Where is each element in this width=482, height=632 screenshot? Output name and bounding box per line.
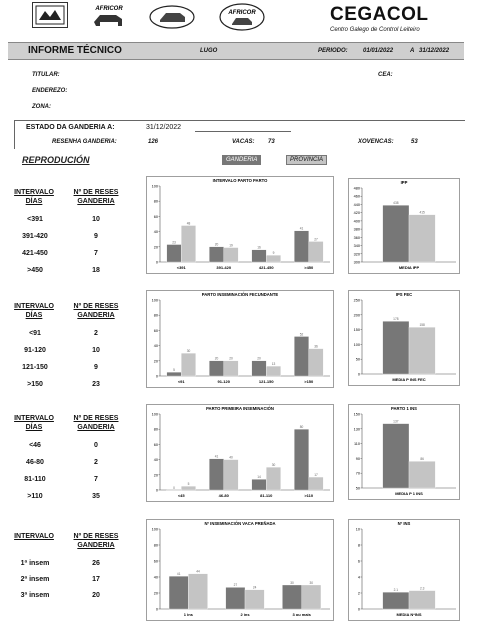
bar-value-label: 20 <box>229 356 233 361</box>
y-tick-label: 480 <box>353 186 360 191</box>
y-tick-label: 90 <box>355 456 360 461</box>
y-tick-label: 10 <box>355 527 360 532</box>
y-tick-label: 440 <box>353 202 360 207</box>
table-row-count: 35 <box>92 493 100 500</box>
table-row-count: 10 <box>92 216 100 223</box>
chart-title: Nº INSEMINACIÓN VACA PREÑADA <box>204 521 276 526</box>
bar-farm <box>252 361 266 376</box>
bar-province <box>224 248 238 262</box>
xunta-logo <box>32 2 68 28</box>
table-row-count: 26 <box>92 560 100 567</box>
bar-value-label: 0 <box>173 485 175 490</box>
bar-value-label: 13 <box>271 361 276 366</box>
table-row-interval: 46-80 <box>26 459 44 466</box>
bar-value-label: 16 <box>257 245 261 250</box>
cea-label: CEA: <box>378 72 393 78</box>
y-tick-label: 40 <box>153 575 158 580</box>
y-tick-label: 80 <box>153 427 158 432</box>
bar-farm <box>383 205 409 262</box>
table-row-count: 7 <box>94 250 98 257</box>
y-tick-label: 250 <box>353 298 360 303</box>
frisona-logo <box>148 4 196 30</box>
bar-province <box>181 486 195 490</box>
table-row-interval: 121-150 <box>22 364 48 371</box>
bar-province <box>266 366 280 376</box>
period-to: 31/12/2022 <box>419 48 450 54</box>
table-header-interval: INTERVALO <box>14 415 54 422</box>
y-tick-label: 100 <box>151 298 158 303</box>
bar-province <box>245 590 264 609</box>
bar-value-label: 17 <box>314 472 318 477</box>
y-tick-label: 70 <box>355 471 360 476</box>
bar-value-label: 5 <box>187 482 190 486</box>
y-tick-label: 100 <box>151 184 158 189</box>
table-row-interval: 2ª insem <box>20 576 50 583</box>
bar-farm <box>383 424 409 488</box>
x-category-label: <91 <box>177 379 185 384</box>
table-row-interval: 391-420 <box>22 233 48 240</box>
svg-text:AFRICOR: AFRICOR <box>95 6 123 12</box>
table-row-interval: >450 <box>27 267 43 274</box>
y-tick-label: 0 <box>357 372 360 377</box>
chart-title: PARTO 1 INS <box>391 406 417 411</box>
bar-farm <box>252 479 266 490</box>
bar-value-label: 438 <box>393 201 399 206</box>
y-tick-label: 460 <box>353 194 360 199</box>
y-tick-label: 100 <box>151 527 158 532</box>
region-name: LUGO <box>200 48 218 54</box>
y-tick-label: 80 <box>153 543 158 548</box>
table-header-interval: INTERVALO <box>14 303 54 310</box>
state-underline <box>195 131 291 132</box>
table-row-count: 9 <box>94 364 98 371</box>
y-tick-label: 130 <box>353 427 360 432</box>
table-header-interval: INTERVALO <box>14 533 54 540</box>
x-category-label: 391-420 <box>216 265 232 270</box>
y-tick-label: 0 <box>155 260 158 265</box>
org-title: CEGACOL <box>330 4 429 25</box>
table-header-interval: INTERVALO <box>14 189 54 196</box>
y-tick-label: 40 <box>153 458 158 463</box>
bar-value-label: 14 <box>257 475 261 480</box>
y-tick-label: 400 <box>353 219 360 224</box>
bar-province <box>181 353 195 376</box>
bar-value-label: 5 <box>173 368 175 372</box>
bar-province <box>409 215 435 262</box>
bar-value-label: 415 <box>419 210 425 215</box>
x-category-label: MEDIA N*INS <box>396 612 422 617</box>
chart-title: PARTO INSEMINACIÓN FECUNDANTE <box>201 292 279 297</box>
y-tick-label: 300 <box>353 260 360 265</box>
xunta-emblem-icon <box>33 3 67 27</box>
period-from: 01/01/2022 <box>363 48 394 54</box>
y-tick-label: 40 <box>153 344 158 349</box>
bar-value-label: 20 <box>214 356 219 361</box>
y-tick-label: 150 <box>353 328 360 333</box>
period-label: PERIODO: <box>318 48 348 54</box>
chart-1 <box>348 178 460 274</box>
bar-value-label: 27 <box>314 237 318 242</box>
legend-farm <box>222 155 261 165</box>
bar-farm <box>294 336 308 376</box>
chart-title: PARTO PRIMEIRA INSEMINACIÓN <box>206 406 274 411</box>
y-tick-label: 380 <box>353 227 360 232</box>
bar-value-label: 2.3 <box>419 586 425 591</box>
y-tick-label: 20 <box>153 245 158 250</box>
bar-province <box>181 226 195 262</box>
bar-value-label: 44 <box>196 569 200 574</box>
table-row-interval: <391 <box>27 216 43 223</box>
bar-value-label: 27 <box>233 583 238 588</box>
x-category-label: >450 <box>304 265 314 270</box>
bar-value-label: 24 <box>252 585 257 590</box>
chart-title: Nº INS <box>397 521 411 526</box>
x-category-label: <391 <box>176 265 186 270</box>
table-row-count: 10 <box>92 347 100 354</box>
chart-5 <box>348 404 460 500</box>
table-header-farm: GANDERIA <box>77 542 115 549</box>
org-subtitle: Centro Galego de Control Leiteiro <box>330 27 420 33</box>
table-header-farm: GANDERIA <box>77 198 115 205</box>
x-category-label: 121-150 <box>258 379 274 384</box>
bar-value-label: 178 <box>393 317 399 322</box>
y-tick-label: 320 <box>353 252 360 257</box>
bar-farm <box>167 245 181 262</box>
svg-text:AFRICOR: AFRICOR <box>228 10 256 16</box>
table-row-interval: 3ª insem <box>20 592 50 599</box>
bar-province <box>409 461 435 488</box>
bar-farm <box>294 231 308 262</box>
bar-province <box>409 591 435 609</box>
bar-farm <box>383 321 409 374</box>
bar-value-label: 30 <box>186 349 191 353</box>
bar-farm <box>169 576 188 609</box>
table-row-interval: 91-120 <box>24 347 46 354</box>
bar-province <box>409 327 435 374</box>
bar-farm <box>282 585 301 609</box>
bar-province <box>224 460 238 490</box>
y-tick-label: 150 <box>353 412 360 417</box>
table-row-count: 9 <box>94 233 98 240</box>
table-header-count: Nº DE RESES <box>73 189 119 196</box>
table-header-farm: GANDERIA <box>77 424 115 431</box>
bar-value-label: 40 <box>229 455 233 460</box>
table-row-interval: 1ª insem <box>20 560 50 567</box>
y-tick-label: 0 <box>357 607 360 612</box>
y-tick-label: 20 <box>153 359 158 364</box>
zone-label: ZONA: <box>32 104 51 110</box>
x-category-label: MEDIA IPP <box>398 265 420 270</box>
bar-value-label: 23 <box>172 240 176 245</box>
y-tick-label: 4 <box>357 575 360 580</box>
y-tick-label: 2 <box>357 591 360 596</box>
period-separator: A <box>410 48 415 54</box>
bar-value-label: 86 <box>420 457 424 462</box>
table-header-count: Nº DE RESES <box>73 533 119 540</box>
bar-farm <box>383 592 409 609</box>
table-row-interval: <91 <box>29 330 41 337</box>
table-header-farm: GANDERIA <box>77 312 115 319</box>
resenha-value: 126 <box>148 139 159 145</box>
bar-value-label: 36 <box>314 344 318 349</box>
bar-province <box>309 349 323 376</box>
bar-province <box>266 255 280 262</box>
bar-value-label: 19 <box>229 243 233 248</box>
y-tick-label: 60 <box>153 442 158 447</box>
bar-value-label: 41 <box>176 572 181 576</box>
xovencas-label: XOVENCAS: <box>358 139 394 145</box>
x-category-label: 2 ins <box>240 612 250 617</box>
report-title: INFORME TÉCNICO <box>28 45 122 56</box>
y-tick-label: 360 <box>353 235 360 240</box>
address-label: ENDEREZO: <box>32 88 68 94</box>
table-row-count: 2 <box>94 330 98 337</box>
bar-value-label: 137 <box>393 419 399 424</box>
table-row-count: 17 <box>92 576 100 583</box>
bar-value-label: 9 <box>272 250 275 255</box>
x-category-label: 46-80 <box>218 493 229 498</box>
vacas-value: 73 <box>268 139 275 145</box>
legend-farm-label: GANDERIA <box>226 157 258 163</box>
table-header-count: Nº DE RESES <box>73 415 119 422</box>
x-category-label: <45 <box>177 493 185 498</box>
bar-province <box>302 585 321 609</box>
legend-province <box>286 155 327 165</box>
bar-province <box>224 361 238 376</box>
table-row-interval: 421-450 <box>22 250 48 257</box>
table-row-interval: <46 <box>29 442 41 449</box>
y-tick-label: 0 <box>155 374 158 379</box>
bar-value-label: 158 <box>419 323 425 328</box>
y-tick-label: 110 <box>353 442 360 447</box>
y-tick-label: 340 <box>353 244 360 249</box>
table-header-days: DÍAS <box>25 424 43 431</box>
table-row-count: 2 <box>94 459 98 466</box>
section-title: REPRODUCIÓN <box>22 155 90 165</box>
bar-value-label: 41 <box>214 454 219 459</box>
bar-value-label: 80 <box>299 425 304 429</box>
x-category-label: MEDIA P INS FEC <box>392 377 426 382</box>
bar-value-label: 48 <box>186 221 191 226</box>
bar-value-label: 41 <box>299 226 304 231</box>
x-category-label: 91-120 <box>217 379 230 384</box>
bar-value-label: 30 <box>309 580 314 585</box>
chart-title: IPP <box>400 180 408 185</box>
x-category-label: 421-450 <box>258 265 274 270</box>
y-tick-label: 80 <box>153 313 158 318</box>
bar-value-label: 30 <box>271 463 276 467</box>
bar-farm <box>209 459 223 490</box>
x-category-label: >110 <box>304 493 314 498</box>
xovencas-value: 53 <box>411 139 418 145</box>
vacas-label: VACAS: <box>232 139 255 145</box>
bar-value-label: 30 <box>290 580 294 585</box>
bar-value-label: 20 <box>257 356 261 361</box>
chart-7 <box>348 519 460 621</box>
state-label: ESTADO DA GANDERIA A: <box>26 124 115 131</box>
table-header-count: Nº DE RESES <box>73 303 119 310</box>
chart-title: IPS FEC <box>395 292 413 297</box>
bar-province <box>188 574 207 609</box>
y-tick-label: 100 <box>353 342 360 347</box>
y-tick-label: 200 <box>353 313 360 318</box>
bar-province <box>309 477 323 490</box>
legend-province-label: PROVINCIA <box>290 157 324 163</box>
table-row-interval: 81-110 <box>24 476 46 483</box>
africor-conxeveda-logo <box>218 2 266 32</box>
y-tick-label: 60 <box>153 214 158 219</box>
bar-province <box>266 467 280 490</box>
bar-farm <box>167 372 181 376</box>
chart-6 <box>146 519 334 621</box>
x-category-label: 3 ou mais <box>292 612 311 617</box>
y-tick-label: 60 <box>153 559 158 564</box>
table-header-days: DÍAS <box>25 312 43 319</box>
y-tick-label: 0 <box>155 488 158 493</box>
table-row-interval: >110 <box>27 493 43 500</box>
y-tick-label: 50 <box>355 357 360 362</box>
africor-logo <box>86 2 132 30</box>
y-tick-label: 50 <box>355 486 360 491</box>
table-row-interval: >150 <box>27 381 43 388</box>
x-category-label: 1 ins <box>183 612 193 617</box>
bar-farm <box>209 247 223 262</box>
y-tick-label: 0 <box>155 607 158 612</box>
chart-3 <box>348 290 460 386</box>
x-category-label: 81-110 <box>260 493 273 498</box>
table-row-count: 20 <box>92 592 100 599</box>
bar-farm <box>252 250 266 262</box>
bar-farm <box>226 587 245 609</box>
y-tick-label: 6 <box>357 559 360 564</box>
table-row-count: 7 <box>94 476 98 483</box>
bar-value-label: 52 <box>299 332 304 337</box>
bar-value-label: 2.1 <box>393 588 399 592</box>
bar-farm <box>294 429 308 490</box>
bar-farm <box>209 361 223 376</box>
bar-province <box>309 241 323 262</box>
titular-label: TITULAR: <box>32 72 60 78</box>
table-row-count: 23 <box>92 381 100 388</box>
state-date: 31/12/2022 <box>146 124 182 131</box>
y-tick-label: 100 <box>151 412 158 417</box>
y-tick-label: 60 <box>153 328 158 333</box>
chart-0 <box>146 176 334 274</box>
chart-2 <box>146 290 334 388</box>
table-header-days: DÍAS <box>25 198 43 205</box>
y-tick-label: 420 <box>353 211 360 216</box>
chart-title: INTERVALO PARTO PARTO <box>212 178 268 183</box>
table-row-count: 0 <box>94 442 98 449</box>
y-tick-label: 40 <box>153 230 158 235</box>
y-tick-label: 20 <box>153 591 158 596</box>
y-tick-label: 20 <box>153 473 158 478</box>
x-category-label: MEDIA P 1 INS <box>395 491 423 496</box>
resenha-label: RESENHA GANDERIA: <box>52 139 117 145</box>
bar-value-label: 20 <box>214 242 219 247</box>
chart-4 <box>146 404 334 502</box>
y-tick-label: 8 <box>357 543 360 548</box>
table-row-count: 18 <box>92 267 100 274</box>
y-tick-label: 80 <box>153 199 158 204</box>
bar-farm <box>167 490 181 491</box>
x-category-label: >150 <box>304 379 314 384</box>
